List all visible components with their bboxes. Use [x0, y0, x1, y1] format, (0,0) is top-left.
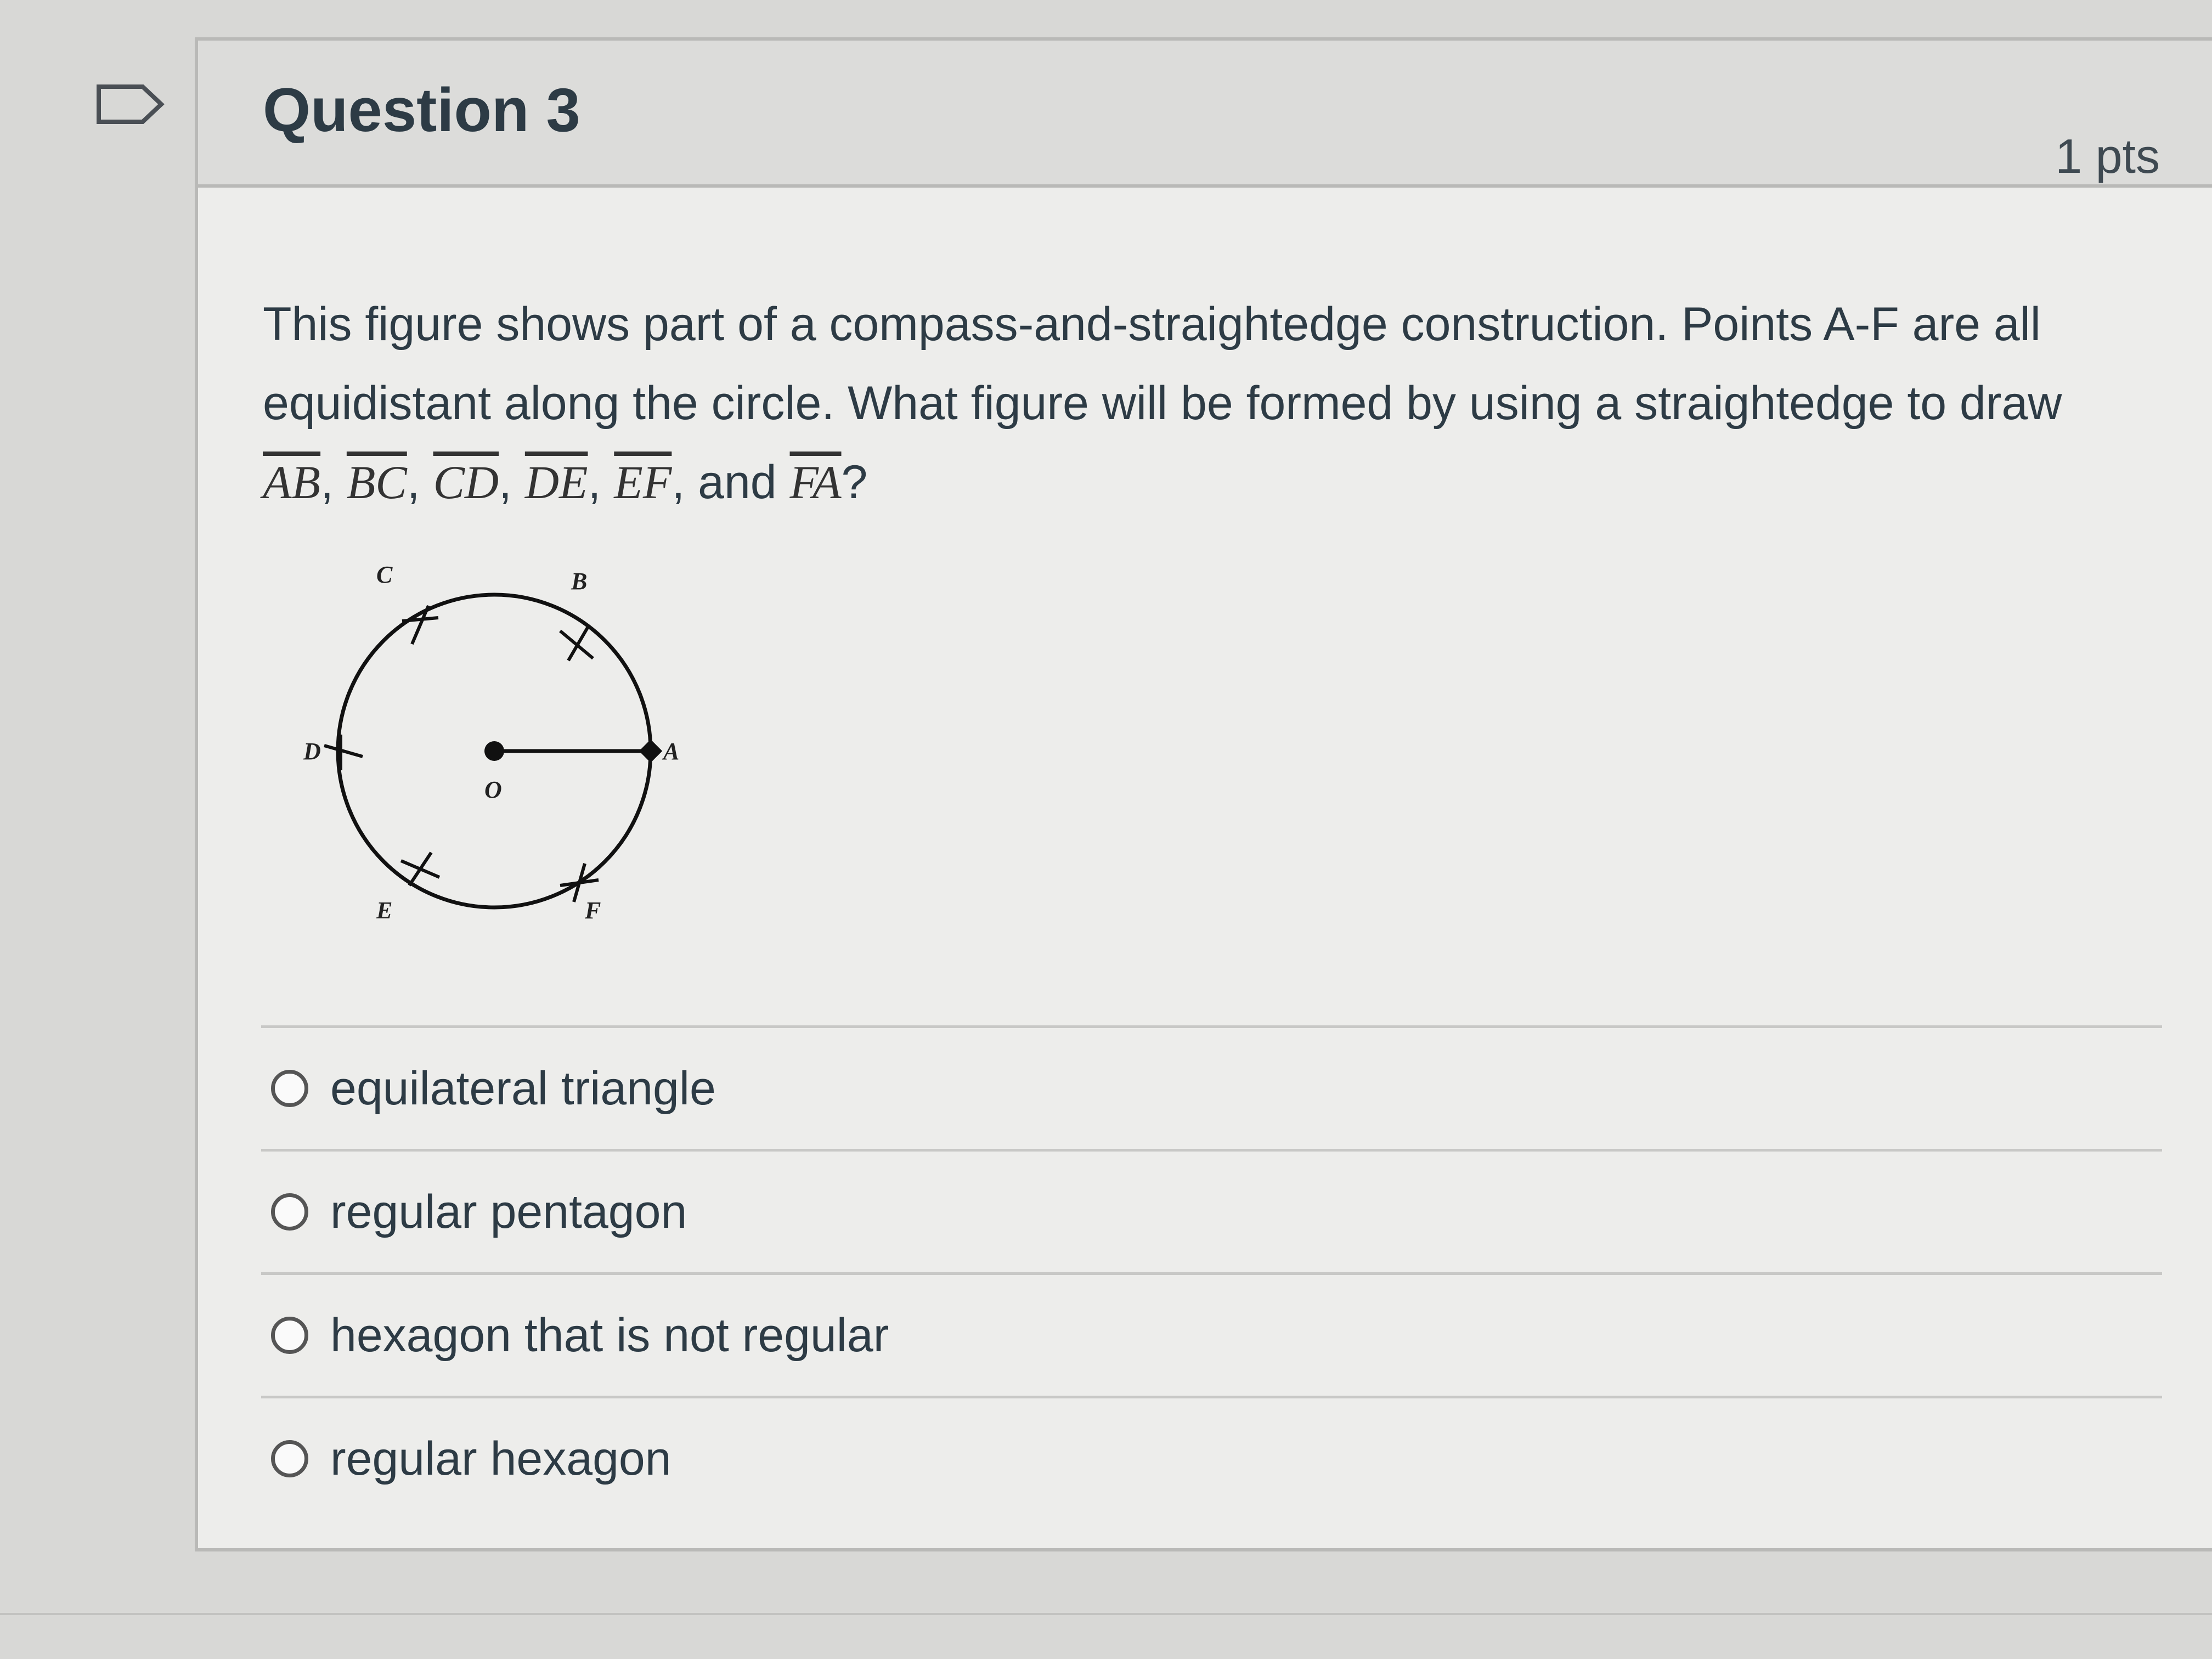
label-b: B — [571, 568, 588, 595]
radio-button[interactable] — [271, 1070, 308, 1107]
answer-label[interactable]: regular pentagon — [330, 1185, 687, 1238]
question-card — [195, 37, 2212, 1551]
question-points: 1 pts — [2055, 129, 2160, 183]
radio-button[interactable] — [271, 1440, 308, 1477]
answer-option-hexagon-not-regular[interactable] — [261, 1272, 2162, 1396]
prompt-text: This figure shows part of a compass-and-straightedge construction. Points A-F are all equidistant along the circle. What figure will be formed by using a straightedge to draw — [263, 298, 2062, 430]
radio-button[interactable] — [271, 1193, 308, 1231]
prompt-end: ? — [841, 456, 868, 509]
answer-label[interactable]: regular hexagon — [330, 1432, 672, 1485]
segment-de: $\overline{DE}$ — [524, 456, 588, 509]
answer-list — [261, 1025, 2162, 1519]
answer-label[interactable]: hexagon that is not regular — [330, 1308, 889, 1362]
segment-bc: $\overline{BC}$ — [346, 456, 407, 509]
label-a: A — [663, 738, 680, 765]
segment-fa: $\overline{FA}$ — [789, 456, 842, 509]
answer-option-regular-hexagon[interactable] — [261, 1396, 2162, 1519]
question-prompt: This figure shows part of a compass-and-straightedge construction. Points A-F are all equidistant along the circle. What figure will be formed by using a straightedge to draw $\overline{AB}$, $\overline{BC}$, $\overline{CD}$, $\overline{DE}$, $\overline{EF}$, and $\overline{FA}$? — [263, 298, 2062, 509]
question-title: Question 3 — [263, 76, 580, 144]
answer-option-equilateral-triangle[interactable] — [261, 1025, 2162, 1149]
segment-ab: $\overline{AB}$ — [263, 456, 321, 509]
radio-button[interactable] — [271, 1317, 308, 1354]
label-f: F — [585, 897, 601, 924]
page-divider — [0, 1613, 2212, 1615]
label-o: O — [484, 776, 502, 803]
question-header — [198, 41, 2212, 188]
label-e: E — [376, 897, 393, 924]
label-c: C — [376, 561, 393, 588]
arc-tick-marks — [324, 606, 599, 902]
circle-construction-figure — [264, 556, 714, 951]
segment-ef: $\overline{EF}$ — [614, 456, 672, 509]
bookmark-flag-icon[interactable] — [94, 82, 166, 126]
point-a-marker — [639, 740, 662, 763]
segment-cd: $\overline{CD}$ — [433, 456, 499, 509]
answer-option-regular-pentagon[interactable] — [261, 1149, 2162, 1272]
label-d: D — [303, 738, 321, 765]
center-point-o — [484, 741, 504, 761]
answer-label[interactable]: equilateral triangle — [330, 1062, 716, 1115]
